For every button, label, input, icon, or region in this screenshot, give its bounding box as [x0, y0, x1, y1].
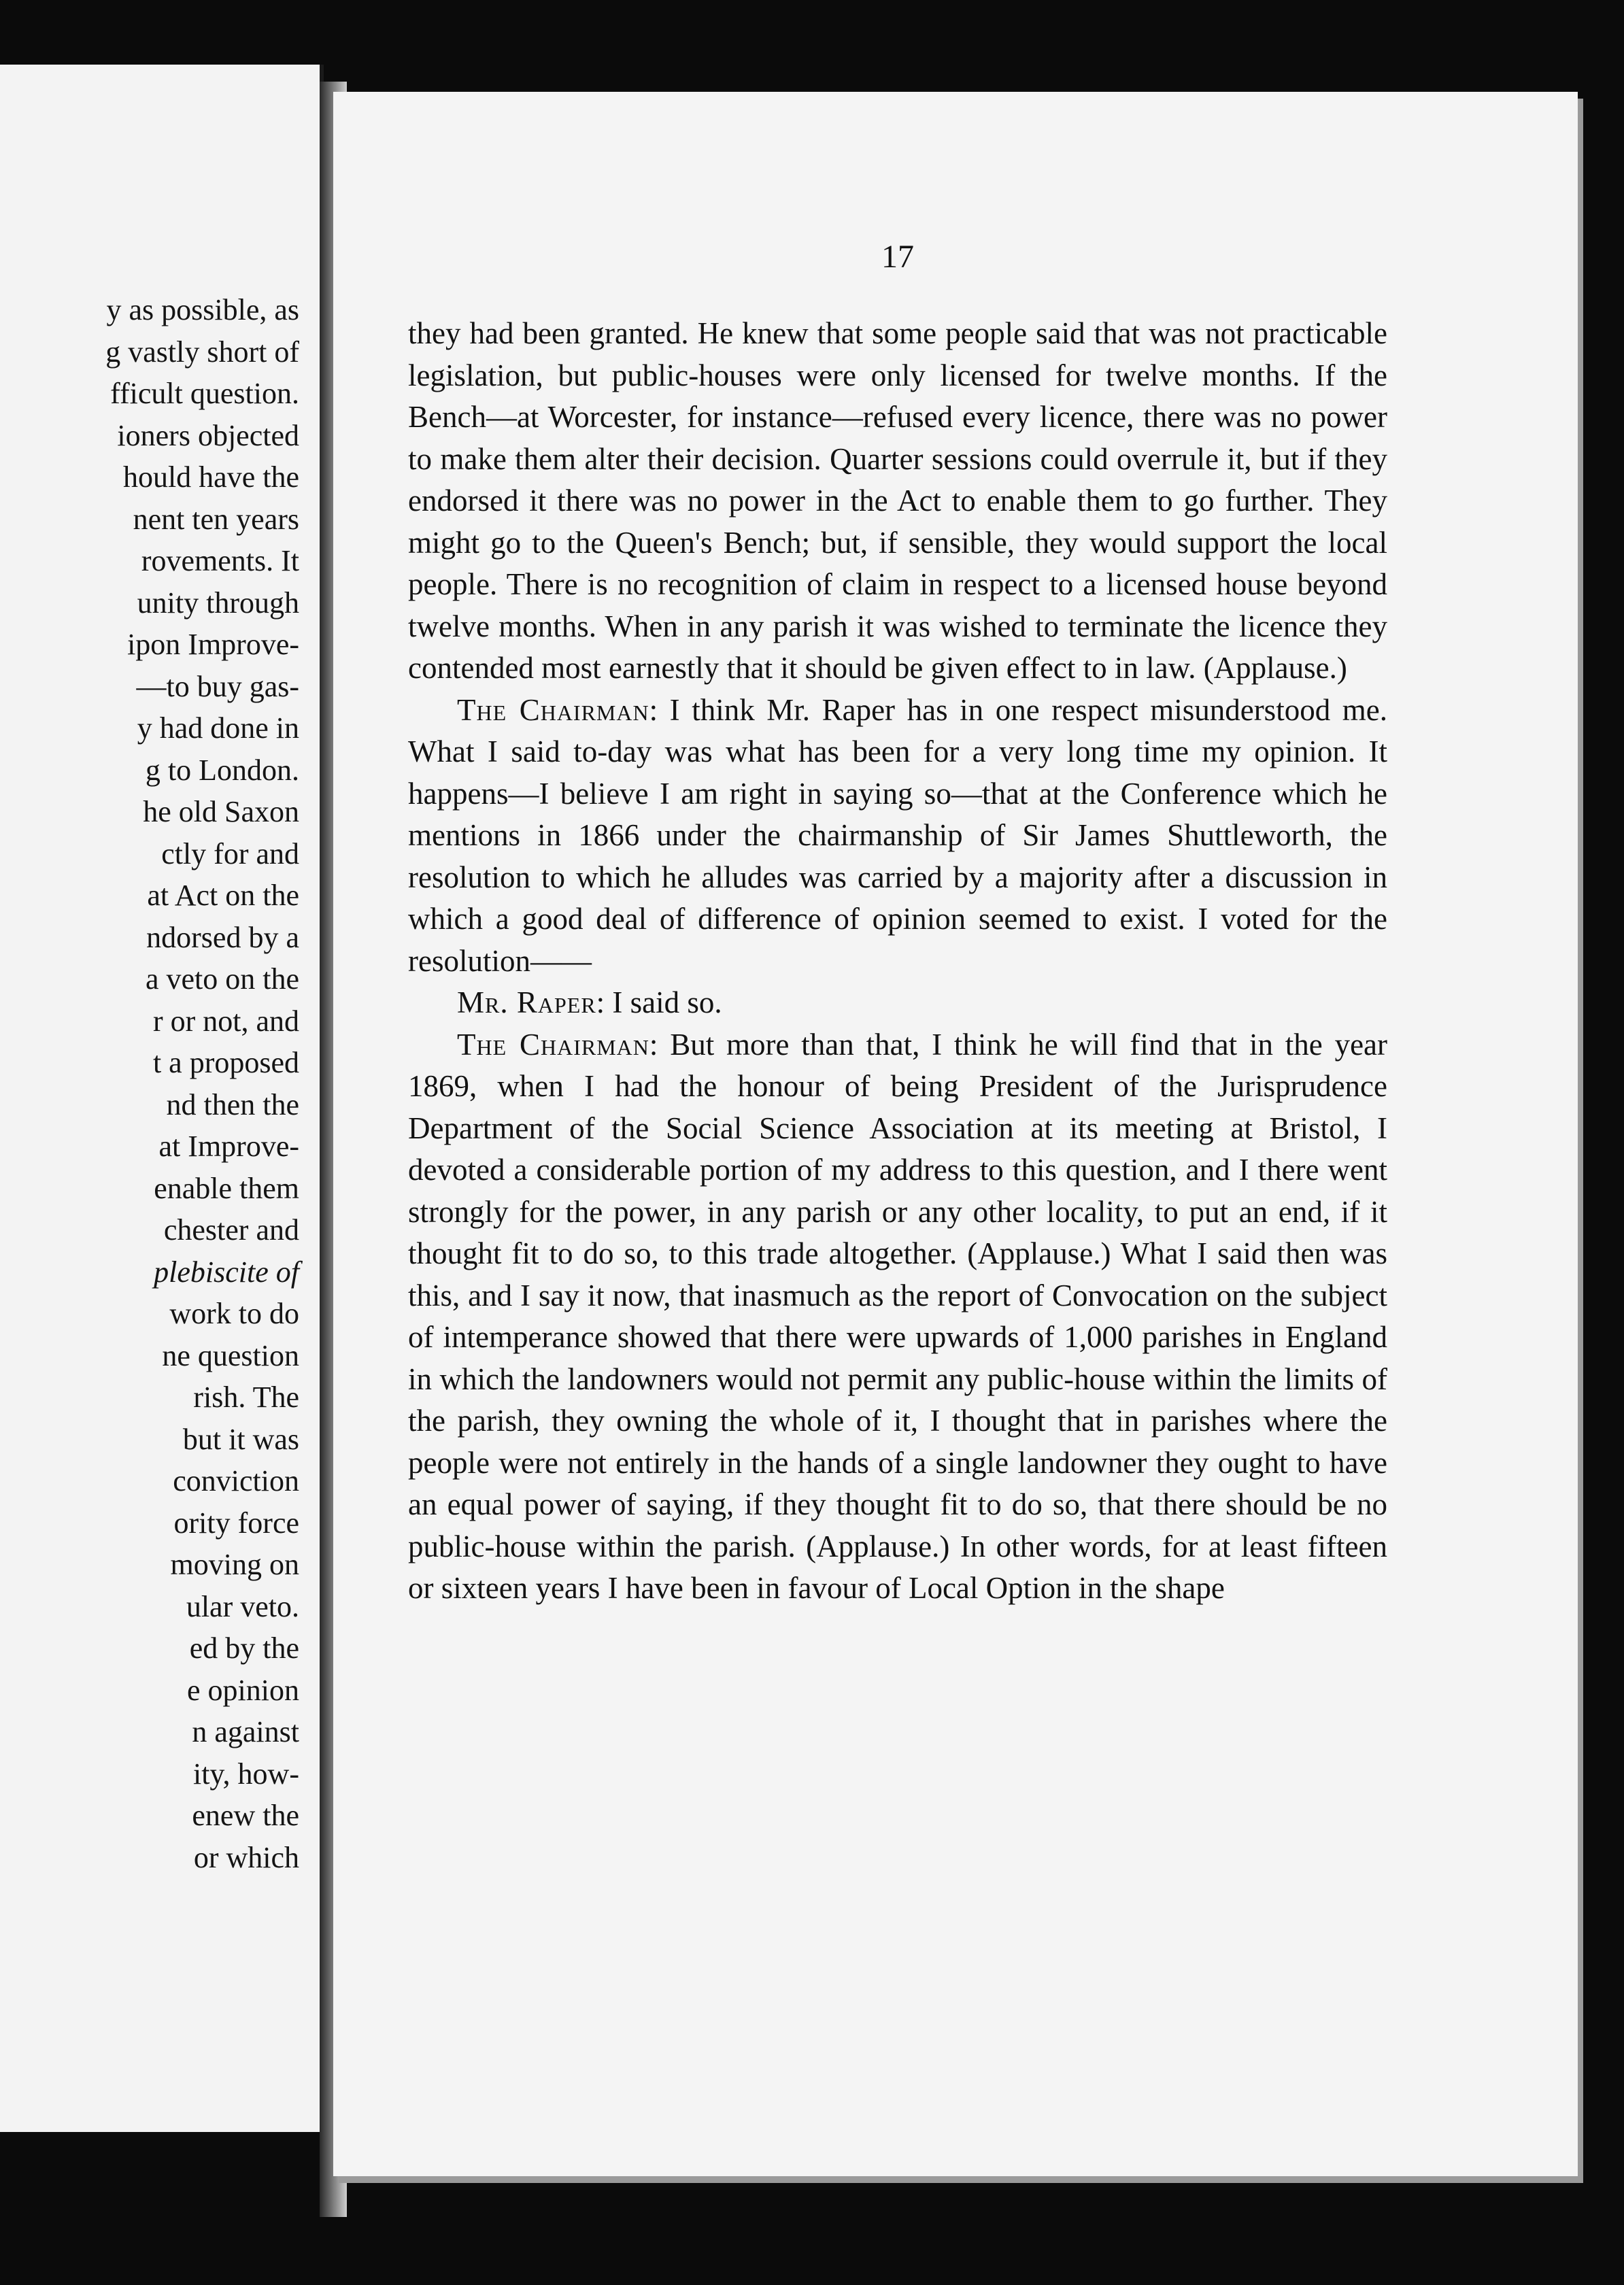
- left-page-line: plebiscite of: [154, 1255, 299, 1289]
- left-page-line: ioners objected: [117, 418, 299, 452]
- facing-left-page: [0, 65, 324, 2132]
- left-page-line: fficult question.: [110, 377, 299, 410]
- left-page-line: enew the: [192, 1799, 299, 1832]
- left-page-line: r or not, and: [152, 1004, 299, 1038]
- paragraph: [408, 982, 1387, 1024]
- paragraph-text: they had been granted. He knew that some people said that was not practicable legislation, but public-houses were only licensed for twelve months. If the Bench—at Worcester, for instance—refused every licence, there was no power to make them alter their decision. Quarter sessions could overrule it, but if they endorsed it there was no power in the Act to enable them to go further. They might go to the Queen's Bench; but, if sensible, they would support the local people. There is no recognition of claim in respect to a licensed house beyond twelve months. When in any parish it was wished to terminate the licence they contended most earnestly that it should be given effect to in law. (Applause.): [408, 316, 1387, 685]
- left-page-line: rish. The: [193, 1381, 299, 1414]
- page-body-text: [408, 313, 1387, 1610]
- left-page-line: ndorsed by a: [146, 920, 299, 954]
- left-page-line: at Improve-: [158, 1130, 299, 1163]
- paragraph-text: : I said so.: [596, 985, 722, 1019]
- left-page-line: e opinion: [187, 1673, 299, 1707]
- left-page-line: ne question: [162, 1338, 299, 1372]
- left-page-line: g vastly short of: [105, 335, 299, 369]
- left-page-line: enable them: [154, 1171, 299, 1205]
- speaker-name: The Chairman: [457, 1027, 649, 1062]
- left-page-line: at Act on the: [147, 879, 299, 912]
- left-page-line: ipon Improve-: [127, 628, 299, 661]
- speaker-name: The Chairman: [457, 692, 649, 727]
- left-page-line: unity through: [137, 586, 299, 620]
- left-page-line: ed by the: [189, 1631, 299, 1665]
- left-page-line: work to do: [169, 1297, 299, 1330]
- left-page-line: ority force: [173, 1506, 299, 1540]
- left-page-line: he old Saxon: [143, 795, 299, 828]
- paragraph: [408, 690, 1387, 983]
- left-page-line: g to London.: [145, 753, 299, 787]
- left-page-line: rovements. It: [141, 544, 299, 577]
- left-page-line: y had done in: [137, 711, 299, 745]
- left-page-line: nd then the: [166, 1087, 299, 1121]
- left-page-line: conviction: [173, 1464, 299, 1497]
- left-page-line: moving on: [170, 1548, 299, 1581]
- left-page-line: or which: [193, 1840, 299, 1874]
- left-page-line: a veto on the: [145, 962, 299, 996]
- left-page-line: nent ten years: [133, 502, 299, 536]
- paragraph: [408, 313, 1387, 690]
- left-page-line: but it was: [182, 1422, 299, 1456]
- page-number: 17: [881, 239, 914, 275]
- left-page-line: hould have the: [122, 460, 299, 494]
- left-page-line: chester and: [163, 1213, 299, 1247]
- left-page-line: ity, how-: [192, 1757, 299, 1791]
- paragraph: [408, 1024, 1387, 1610]
- left-page-text: [0, 289, 299, 1878]
- left-page-line: ctly for and: [161, 836, 299, 870]
- paragraph-text: : But more than that, I think he will find that in the year 1869, when I had the honour of being President of the Jurisprudence Department of the Social Science Association at its meeting at Bristol, I devoted a considerable portion of my address to this question, and I there went strongly for the power, in any parish or any other locality, to put an end, if it thought fit to do so, to this trade altogether. (Applause.) What I said then was this, and I say it now, that inasmuch as the report of Convocation on the subject of intemperance showed that there were upwards of 1,000 parishes in England in which the landowners would not permit any public-house within the limits of the parish, they owning the whole of it, I thought that in parishes where the people were not entirely in the hands of a single landowner they ought to have an equal power of saying, if they thought fit to do so, that there should be no public-house within the parish. (Applause.) In other words, for at least fifteen or sixteen years I have been in favour of Local Option in the shape: [408, 1027, 1387, 1605]
- left-page-line: ular veto.: [186, 1589, 299, 1623]
- left-page-line: y as possible, as: [106, 293, 299, 326]
- left-page-line: t a proposed: [152, 1046, 299, 1079]
- left-page-line: n against: [192, 1715, 299, 1748]
- left-page-line: —to buy gas-: [136, 669, 299, 703]
- speaker-name: Mr. Raper: [457, 985, 596, 1019]
- paragraph-text: : I think Mr. Raper has in one respect misunderstood me. What I said to-day was what has been for a very long time my opinion. It happens—I believe I am right in saying so—that at the Conference which he mentions in 1866 under the chairmanship of Sir James Shuttleworth, the resolution to which he alludes was carried by a majority after a discussion in which a good deal of difference of opinion seemed to exist. I voted for the resolution——: [408, 692, 1387, 978]
